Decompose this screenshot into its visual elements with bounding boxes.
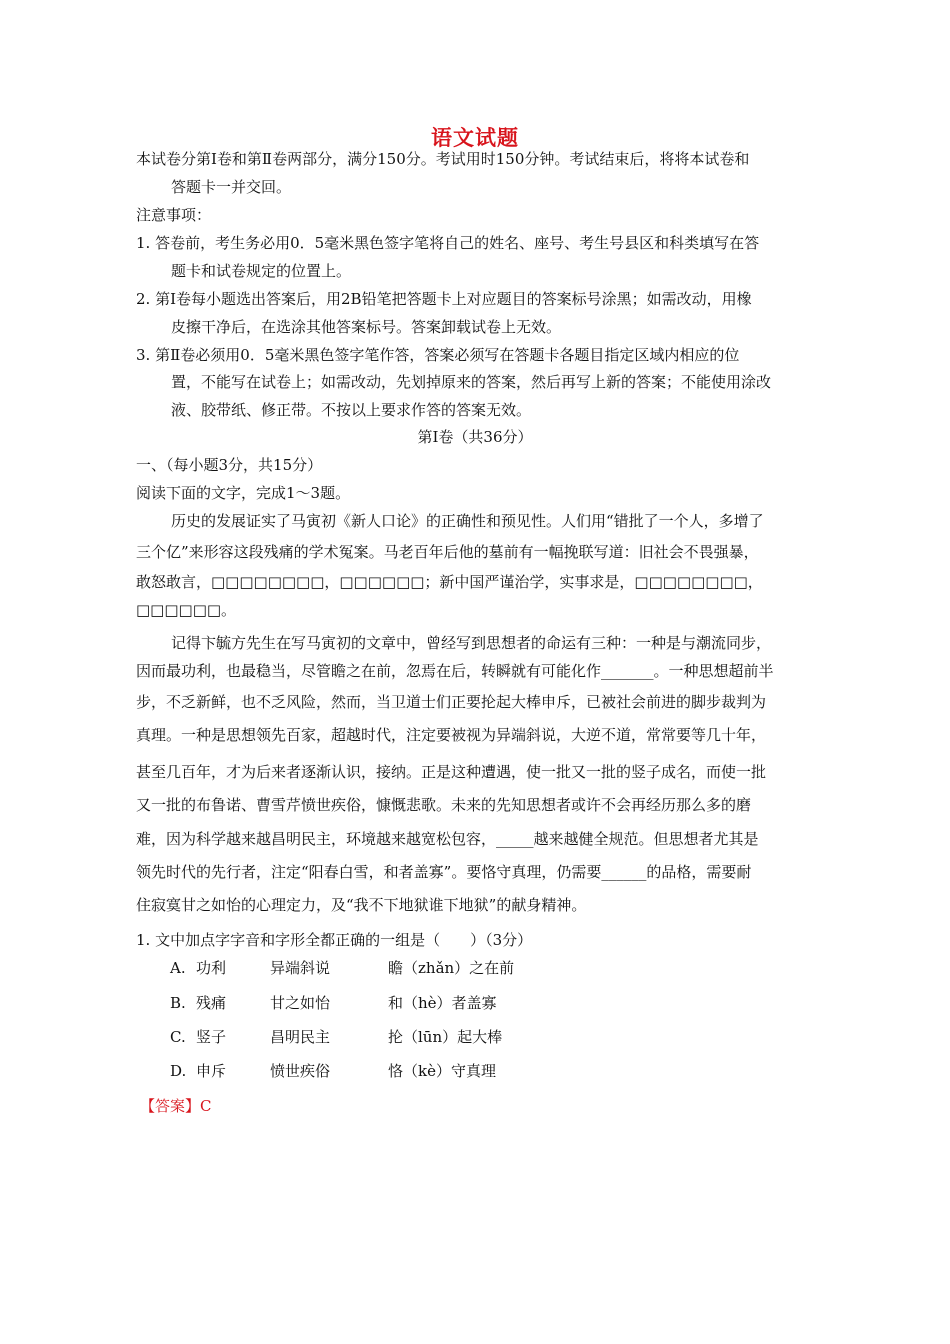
option-word-3: 恪（kè）守真理 (388, 1062, 496, 1080)
notice-item-3-cont-2: 液、胶带纸、修正带。不按以上要求作答的答案无效。 (171, 401, 532, 419)
instructions-line-1: 本试卷分第Ⅰ卷和第Ⅱ卷两部分，满分150分。考试用时150分钟。考试结束后，将将本试卷和 (136, 150, 750, 168)
option-word-2: 昌明民主 (270, 1028, 331, 1046)
option-word-1: 申斥 (196, 1062, 227, 1080)
instructions-line-2: 答题卡一并交回。 (171, 178, 292, 196)
passage-line: 三个亿”来形容这段残痛的学术冤案。马老百年后他的墓前有一幅挽联写道：旧社会不畏强暴， (136, 543, 759, 561)
option-word-2: 甘之如怡 (270, 994, 331, 1012)
option-letter: C. (170, 1028, 186, 1046)
notice-label: 注意事项： (136, 206, 212, 224)
section-heading: 第Ⅰ卷（共36分） (417, 428, 533, 446)
passage-line: 领先时代的先行者，注定“阳春白雪，和者盖寡”。要恪守真理，仍需要______的品格，需要耐 (136, 863, 752, 881)
option-word-3: 瞻（zhǎn）之在前 (388, 959, 515, 977)
option-letter: B. (170, 994, 186, 1012)
notice-item-2: 2. 第Ⅰ卷每小题选出答案后，用2B铅笔把答题卡上对应题目的答案标号涂黑；如需改动，用橡 (136, 290, 752, 308)
notice-item-3-cont-1: 置，不能写在试卷上；如需改动，先划掉原来的答案，然后再写上新的答案；不能使用涂改 (171, 373, 772, 391)
option-letter: A. (170, 959, 186, 977)
notice-item-1: 1. 答卷前，考生务必用0．5毫米黑色签字笔将自己的姓名、座号、考生号县区和科类填写在答 (136, 234, 760, 252)
answer-tag: 【答案】 (140, 1097, 201, 1115)
passage-line: 住寂寞甘之如怡的心理定力，及“我不下地狱谁下地狱”的献身精神。 (136, 896, 587, 914)
passage-line: 甚至几百年，才为后来者逐渐认识，接纳。正是这种遭遇，使一批又一批的竖子成名，而使一批 (136, 763, 767, 781)
passage-line: 真理。一种是思想领先百家，超越时代，注定要被视为异端斜说，大逆不道，常常要等几十年， (136, 726, 767, 744)
passage-line: 历史的发展证实了马寅初《新人口论》的正确性和预见性。人们用“错批了一个人，多增了 (171, 512, 764, 530)
passage-line: □□□□□□。 (136, 601, 237, 619)
notice-item-3: 3. 第Ⅱ卷必须用0．5毫米黑色签字笔作答，答案必须写在答题卡各题目指定区域内相应的位 (136, 346, 740, 364)
option-word-2: 异端斜说 (270, 959, 331, 977)
option-word-1: 竖子 (196, 1028, 227, 1046)
answer (140, 1096, 212, 1116)
option-word-1: 残痛 (196, 994, 227, 1012)
passage-line: 步，不乏新鲜，也不乏风险，然而，当卫道士们正要抡起大棒申斥，已被社会前进的脚步裁判为 (136, 693, 767, 711)
option-word-1: 功利 (196, 959, 227, 977)
answer-value: C (200, 1097, 212, 1115)
part-heading: 一、（每小题3分，共15分） (136, 456, 323, 474)
option-word-2: 愤世疾俗 (270, 1062, 331, 1080)
passage-line: 敢怒敢言，□□□□□□□□，□□□□□□；新中国严谨治学，实事求是，□□□□□□□□， (136, 573, 763, 591)
option-word-3: 和（hè）者盖寡 (388, 994, 497, 1012)
notice-item-2-cont: 皮擦干净后，在选涂其他答案标号。答案卸载试卷上无效。 (171, 318, 562, 336)
question-1-stem: 1. 文中加点字字音和字形全都正确的一组是（ ）（3分） (136, 931, 533, 949)
passage-line: 记得卞毓方先生在写马寅初的文章中，曾经写到思想者的命运有三种：一种是与潮流同步， (171, 634, 772, 652)
page-title: 语文试题 (431, 125, 519, 150)
passage-line: 难，因为科学越来越昌明民主，环境越来越宽松包容，_____越来越健全规范。但思想者尤其是 (136, 830, 759, 848)
notice-item-1-cont: 题卡和试卷规定的位置上。 (171, 262, 352, 280)
option-letter: D. (170, 1062, 187, 1080)
reading-prompt: 阅读下面的文字，完成1～3题。 (136, 484, 351, 502)
passage-line: 又一批的布鲁诺、曹雪芹愤世疾俗，慷慨悲歌。未来的先知思想者或许不会再经历那么多的磨 (136, 796, 752, 814)
option-word-3: 抡（lūn）起大棒 (388, 1028, 503, 1046)
passage-line: 因而最功利，也最稳当，尽管瞻之在前，忽焉在后，转瞬就有可能化作_______。一种思想超前半 (136, 662, 774, 680)
